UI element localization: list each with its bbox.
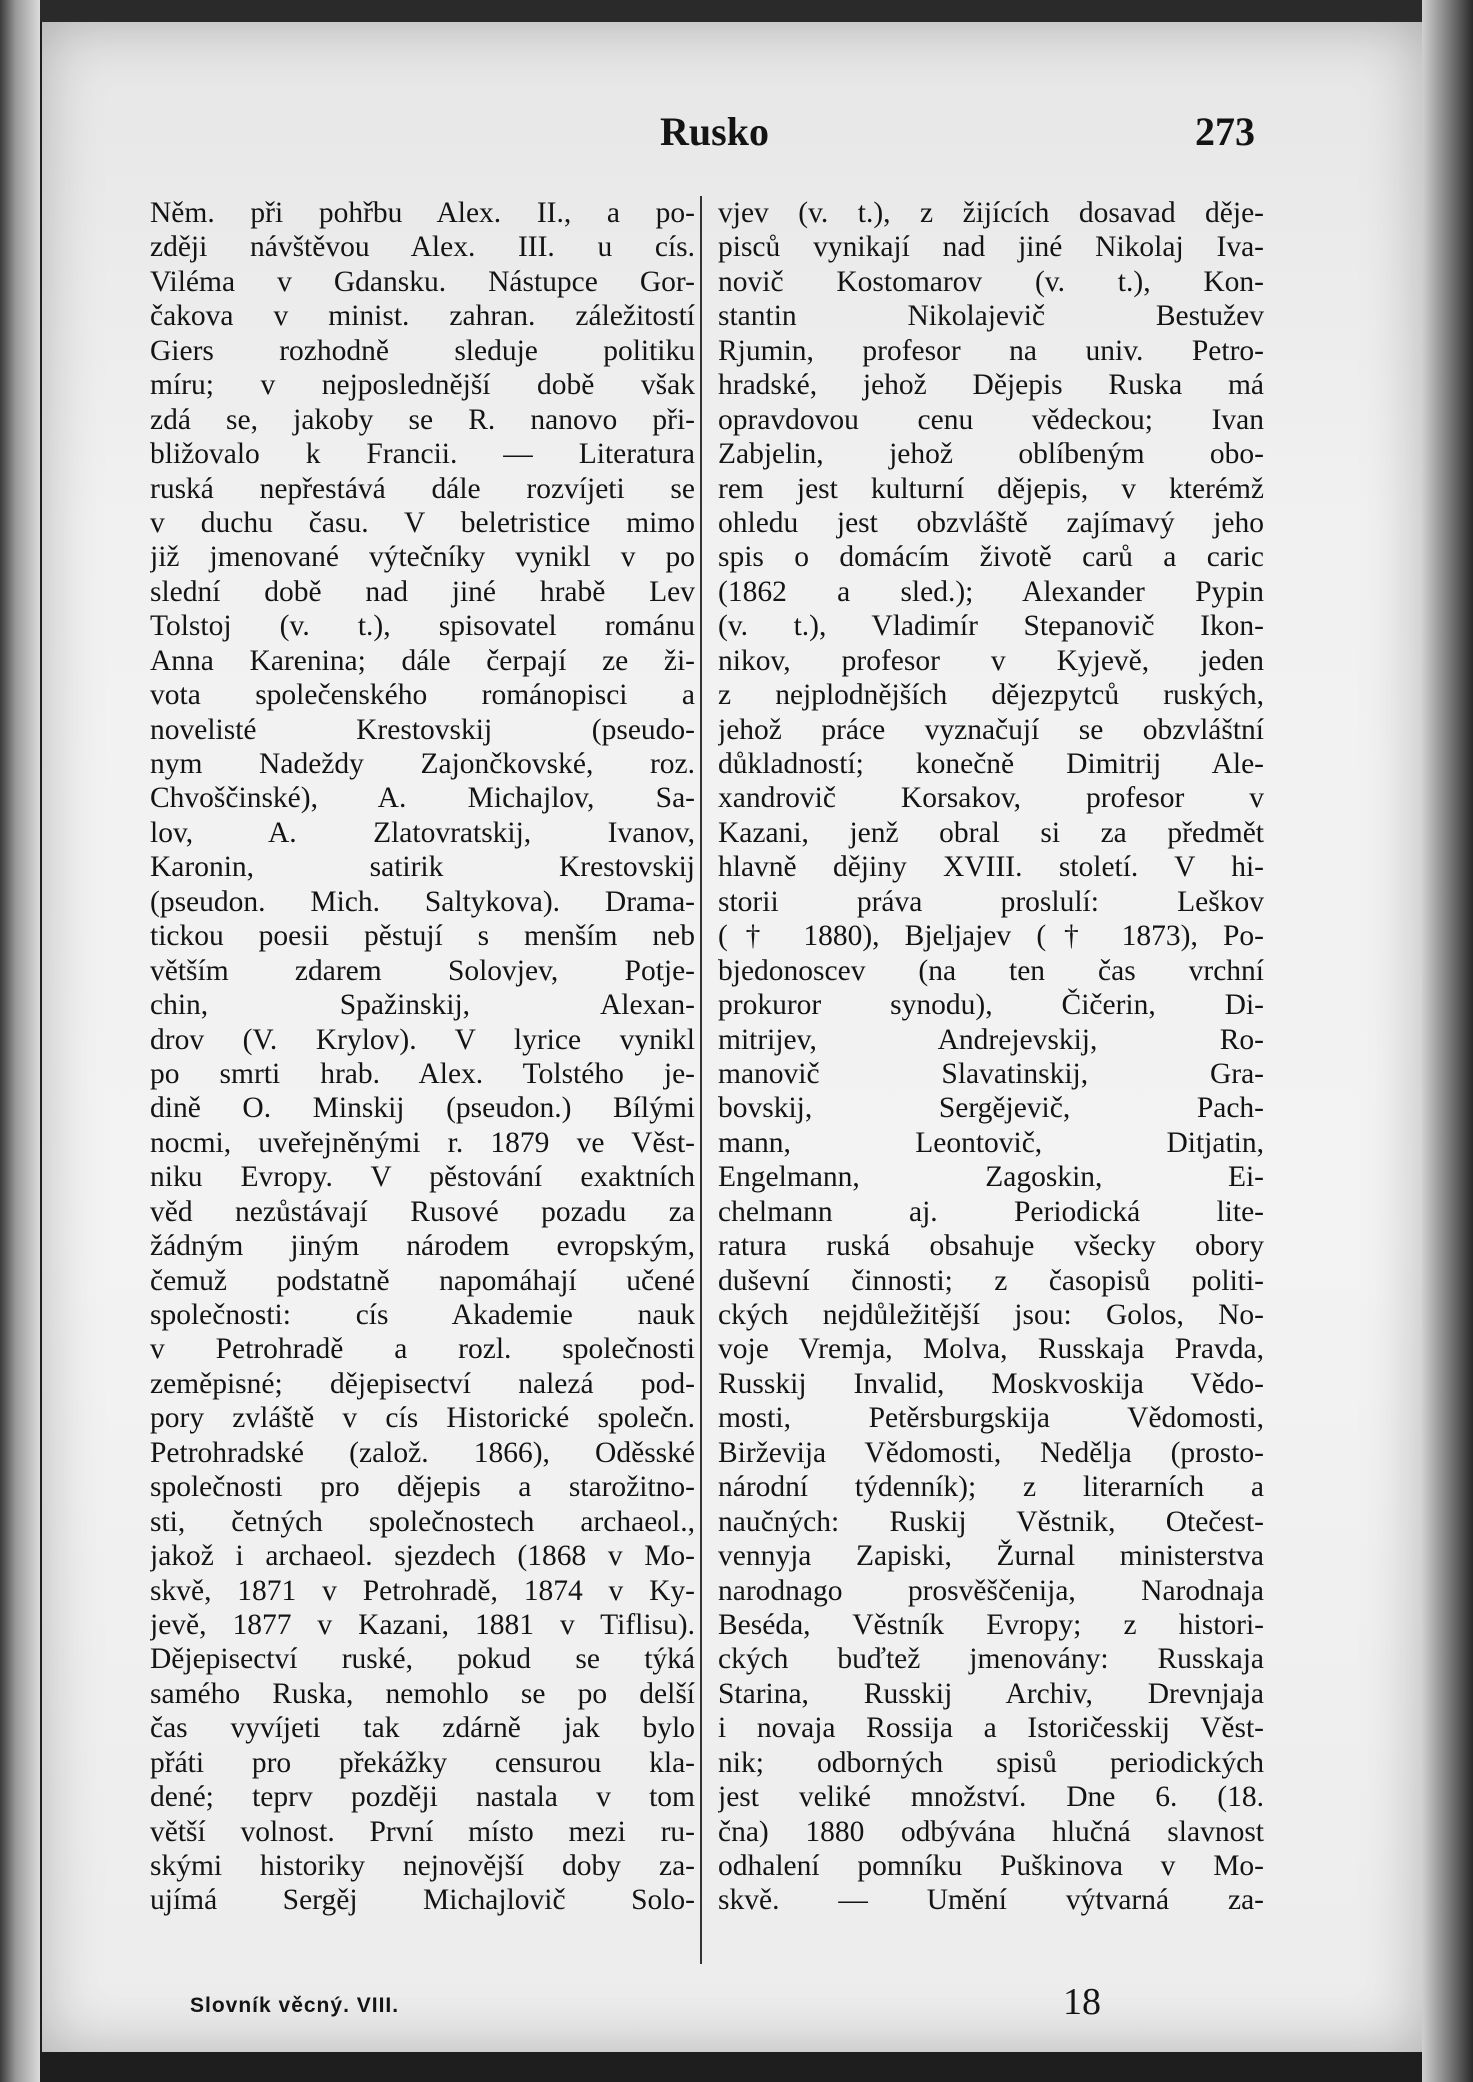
text-line: nik; odborných spisů periodických (718, 1746, 1264, 1779)
text-line: Viléma v Gdansku. Nástupce Gor- (150, 265, 695, 298)
right-column (718, 196, 1264, 1918)
text-line: čemuž podstatně napomáhají učené (150, 1264, 695, 1297)
text-line: ohledu jest obzvláště zajímavý jeho (718, 506, 1264, 539)
text-line: po smrti hrab. Alex. Tolstého je- (150, 1057, 695, 1090)
text-line: čas vyvíjeti tak zdárně jak bylo (150, 1712, 695, 1745)
text-line: zdá se, jakoby se R. nanovo při- (150, 403, 695, 436)
scan-border-right (1422, 0, 1473, 2082)
text-line: drov (V. Krylov). V lyrice vynikl (150, 1023, 695, 1056)
text-line: novelisté Krestovskij (pseudo- (150, 713, 695, 746)
text-line: manovič Slavatinskij, Gra- (718, 1057, 1264, 1090)
text-line: zeměpisné; dějepisectví nalezá pod- (150, 1367, 695, 1400)
text-line: bovskij, Sergějevič, Pach- (718, 1092, 1264, 1125)
scan-border-left (0, 0, 40, 2082)
text-line: Kazani, jenž obral si za předmět (718, 816, 1264, 849)
text-line: i novaja Rossija a Istoričesskij Věst- (718, 1712, 1264, 1745)
text-line: zději návštěvou Alex. III. u cís. (150, 231, 695, 264)
text-line: z nejplodnějších dějezpytců ruských, (718, 679, 1264, 712)
text-line: Russkij Invalid, Moskvoskija Vědo- (718, 1367, 1264, 1400)
text-line: naučných: Ruskij Věstnik, Otečest- (718, 1505, 1264, 1538)
text-line: († 1880), Bjeljajev († 1873), Po- (718, 920, 1264, 953)
text-line: vennyja Zapiski, Žurnal ministerstva (718, 1540, 1264, 1573)
running-title: Rusko (660, 109, 769, 154)
text-line: skvě. — Umění výtvarná za- (718, 1884, 1264, 1917)
text-line: odhalení pomníku Puškinova v Mo- (718, 1850, 1264, 1882)
text-line: ckých buďtež jmenovány: Russkaja (718, 1643, 1264, 1676)
text-line: pisců vynikají nad jiné Nikolaj Iva- (718, 231, 1264, 264)
text-line: vota společenského románopisci a (150, 679, 695, 712)
text-line: vjev (v. t.), z žijících dosavad děje- (718, 197, 1264, 229)
text-line: větší volnost. První místo mezi ru- (150, 1815, 695, 1848)
text-line: hradské, jehož Dějepis Ruska má (718, 369, 1264, 402)
text-line: Birževija Vědomosti, Nedělja (prosto- (718, 1436, 1264, 1469)
text-line: Giers rozhodně sleduje politiku (150, 334, 695, 367)
text-line: mosti, Petěrsburgskija Vědomosti, (718, 1402, 1264, 1435)
text-line: společnosti pro dějepis a starožitno- (150, 1471, 695, 1504)
text-line: nikov, profesor v Kyjevě, jeden (718, 644, 1264, 677)
text-line: chin, Spažinskij, Alexan- (150, 989, 695, 1022)
text-line: chelmann aj. Periodická lite- (718, 1195, 1264, 1228)
text-line: Něm. při pohřbu Alex. II., a po- (150, 197, 695, 229)
text-line: skvě, 1871 v Petrohradě, 1874 v Ky- (150, 1574, 695, 1607)
text-line: (pseudon. Mich. Saltykova). Drama- (150, 885, 695, 918)
text-line: mitrijev, Andrejevskij, Ro- (718, 1023, 1264, 1056)
text-line: stantin Nikolajevič Bestužev (718, 300, 1264, 333)
text-line: Anna Karenina; dále čerpají ze ži- (150, 644, 695, 677)
text-line: duševní činnosti; z časopisů politi- (718, 1264, 1264, 1297)
text-line: prokuror synodu), Čičerin, Di- (718, 989, 1264, 1022)
text-line: mann, Leontovič, Ditjatin, (718, 1126, 1264, 1159)
text-line: jehož práce vyznačují se obzvláštní (718, 713, 1264, 746)
text-line: ckých nejdůležitější jsou: Golos, No- (718, 1299, 1264, 1331)
text-line: v duchu času. V beletristice mimo (150, 506, 695, 539)
text-line: čna) 1880 odbývána hlučná slavnost (718, 1815, 1264, 1848)
text-line: bližovalo k Francii. — Literatura (150, 438, 695, 471)
text-line: Karonin, satirik Krestovskij (150, 851, 695, 884)
signature-mark: 18 (1063, 1981, 1101, 2023)
text-line: Petrohradské (založ. 1866), Oděsské (150, 1436, 695, 1469)
text-line: nym Nadeždy Zajončkovské, roz. (150, 748, 695, 780)
text-line: slední době nad jiné hrabě Lev (150, 575, 695, 608)
text-line: jest veliké množství. Dne 6. (18. (718, 1781, 1264, 1814)
text-line: storii práva proslulí: Leškov (718, 885, 1264, 918)
left-column (150, 196, 695, 1918)
text-line: čakova v minist. zahran. záležitostí (150, 300, 695, 333)
text-line: Rjumin, profesor na univ. Petro- (718, 334, 1264, 367)
text-line: niku Evropy. V pěstování exaktních (150, 1161, 695, 1194)
text-line: novič Kostomarov (v. t.), Kon- (718, 265, 1264, 298)
text-line: dené; teprv později nastala v tom (150, 1781, 695, 1814)
text-line: Zabjelin, jehož oblíbeným obo- (718, 438, 1264, 471)
text-line: ujímá Sergěj Michajlovič Solo- (150, 1884, 695, 1917)
text-line: nocmi, uveřejněnými r. 1879 ve Věst- (150, 1126, 695, 1159)
text-line: skými historiky nejnovější doby za- (150, 1850, 695, 1882)
text-line: žádným jiným národem evropským, (150, 1230, 695, 1263)
text-line: opravdovou cenu vědeckou; Ivan (718, 403, 1264, 436)
text-line: ruská nepřestává dále rozvíjeti se (150, 472, 695, 505)
footer-volume-label: Slovník věcný. VIII. (190, 1994, 400, 2017)
text-line: hlavně dějiny XVIII. století. V hi- (718, 851, 1264, 884)
text-line: (v. t.), Vladimír Stepanovič Ikon- (718, 610, 1264, 643)
text-line: rem jest kulturní dějepis, v kterémž (718, 472, 1264, 505)
text-line: voje Vremja, Molva, Russkaja Pravda, (718, 1333, 1264, 1366)
text-line: důkladností; konečně Dimitrij Ale- (718, 748, 1264, 780)
text-line: již jmenované výtečníky vynikl v po (150, 541, 695, 574)
text-line: Tolstoj (v. t.), spisovatel románu (150, 610, 695, 643)
text-line: xandrovič Korsakov, profesor v (718, 782, 1264, 815)
text-line: Engelmann, Zagoskin, Ei- (718, 1161, 1264, 1194)
text-line: dině O. Minskij (pseudon.) Bílými (150, 1092, 695, 1125)
text-line: tickou poesii pěstují s menším neb (150, 920, 695, 953)
column-divider (700, 196, 702, 1964)
text-line: Starina, Russkij Archiv, Drevnjaja (718, 1677, 1264, 1710)
text-line: (1862 a sled.); Alexander Pypin (718, 575, 1264, 608)
text-line: lov, A. Zlatovratskij, Ivanov, (150, 816, 695, 849)
text-line: Dějepisectví ruské, pokud se týká (150, 1643, 695, 1676)
scan-border-top (0, 0, 1473, 22)
text-line: Beséda, Věstník Evropy; z histori- (718, 1608, 1264, 1641)
text-line: věd nezůstávají Rusové pozadu za (150, 1195, 695, 1228)
text-line: bjedonoscev (na ten čas vrchní (718, 954, 1264, 987)
text-line: Chvoščinské), A. Michajlov, Sa- (150, 782, 695, 815)
page-number: 273 (1195, 109, 1255, 154)
text-line: jakož i archaeol. sjezdech (1868 v Mo- (150, 1540, 695, 1573)
text-line: větším zdarem Solovjev, Potje- (150, 954, 695, 987)
text-line: míru; v nejposlednější době však (150, 369, 695, 402)
text-line: narodnago prosvěščenija, Narodnaja (718, 1574, 1264, 1607)
text-line: pory zvláště v cís Historické společn. (150, 1402, 695, 1435)
text-line: společnosti: cís Akademie nauk (150, 1299, 695, 1331)
text-line: přáti pro překážky censurou kla- (150, 1746, 695, 1779)
text-line: ratura ruská obsahuje všecky obory (718, 1230, 1264, 1263)
text-line: sti, četných společnostech archaeol., (150, 1505, 695, 1538)
text-line: národní týdenník); z literarních a (718, 1471, 1264, 1504)
text-line: samého Ruska, nemohlo se po delší (150, 1677, 695, 1710)
text-line: v Petrohradě a rozl. společnosti (150, 1333, 695, 1366)
text-line: spis o domácím životě carů a caric (718, 541, 1264, 574)
text-line: jevě, 1877 v Kazani, 1881 v Tiflisu). (150, 1608, 695, 1641)
